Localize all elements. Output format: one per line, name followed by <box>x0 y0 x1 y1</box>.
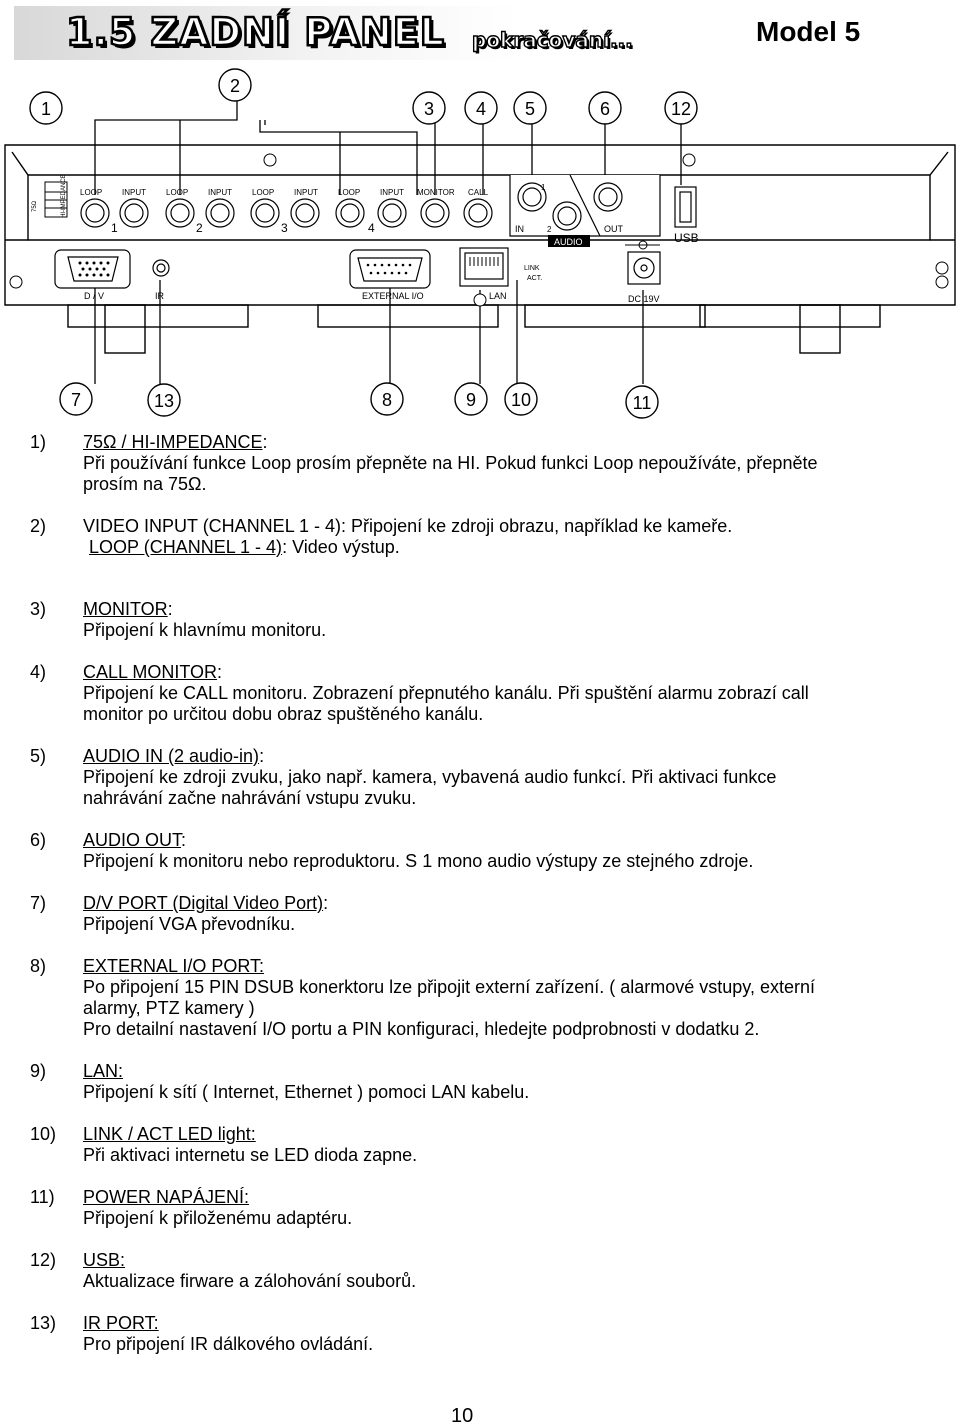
item-title: POWER NAPÁJENÍ: <box>83 1187 250 1207</box>
legend-item-13 <box>30 1313 930 1355</box>
item-number: 2) <box>30 516 47 536</box>
item-title: AUDIO IN (2 audio-in) <box>83 746 260 766</box>
item-title: D/V PORT (Digital Video Port) <box>83 893 324 913</box>
item-title: IR PORT: <box>83 1313 159 1333</box>
item-title: MONITOR <box>83 599 168 619</box>
item-number: 4) <box>30 662 47 682</box>
item-line: Připojení ke CALL monitoru. Zobrazení přepnutého kanálu. Při spuštění alarmu zobrazí call <box>83 683 809 703</box>
item-line: Pro detailní nastavení I/O portu a PIN konfiguraci, hledejte podprobnosti v dodatku 2. <box>83 1019 760 1039</box>
audio-out-label: OUT <box>604 224 623 234</box>
audio-in-label: IN <box>515 224 524 234</box>
item-title: AUDIO OUT <box>83 830 182 850</box>
item-number: 6) <box>30 830 47 850</box>
item-sub-suffix: : Video výstup. <box>282 537 400 557</box>
rear-panel-diagram <box>0 60 960 430</box>
legend-item-9 <box>30 1061 930 1103</box>
item-title: USB: <box>83 1250 126 1270</box>
item-number: 12) <box>30 1250 57 1270</box>
legend-item-11 <box>30 1187 930 1229</box>
lan-port <box>460 248 508 286</box>
item-title: 75Ω / HI-IMPEDANCE <box>83 432 263 452</box>
page-number: 10 <box>451 1405 474 1427</box>
item-title: EXTERNAL I/O PORT: <box>83 956 265 976</box>
item-line: Připojení k monitoru nebo reproduktoru. S 1 mono audio výstupy ze stejného zdroje. <box>83 851 754 871</box>
legend-item-5 <box>30 746 930 809</box>
item-suffix: : <box>181 830 187 850</box>
dc-label: DC 19V <box>628 294 660 304</box>
callout-number: 5 <box>524 99 536 119</box>
usb-port <box>675 187 696 227</box>
audio-2-label: 2 <box>547 225 552 234</box>
bnc-label: INPUT <box>294 188 318 197</box>
legend-item-7 <box>30 893 930 935</box>
item-number: 10) <box>30 1124 57 1144</box>
legend-list <box>30 432 930 1355</box>
legend-item-4 <box>30 662 930 725</box>
channel-number: 1 <box>111 221 118 235</box>
item-line: Pro připojení IR dálkového ovládání. <box>83 1334 374 1354</box>
bnc-label: LOOP <box>80 188 103 197</box>
callout-number: 11 <box>632 393 652 413</box>
page-subtitle: pokračování... <box>472 28 633 52</box>
audio-block <box>510 175 660 236</box>
item-suffix: : <box>262 432 268 452</box>
callout-circles-bottom <box>60 383 658 418</box>
callout-number: 4 <box>475 99 487 119</box>
external-io-port <box>350 250 430 288</box>
item-number: 5) <box>30 746 47 766</box>
legend-item-10 <box>30 1124 930 1166</box>
bnc-label: INPUT <box>380 188 404 197</box>
item-suffix: : Připojení ke zdroji obrazu, například ke kameře. <box>341 516 733 536</box>
callout-number: 6 <box>599 99 611 119</box>
bnc-label: LOOP <box>166 188 189 197</box>
item-line: Připojení ke zdroji zvuku, jako např. kamera, vybavená audio funkcí. Při aktivaci funkce <box>83 767 777 787</box>
item-title: CALL MONITOR <box>83 662 218 682</box>
legend-item-8 <box>30 956 930 1040</box>
item-line: Při aktivaci internetu se LED dioda zapne. <box>83 1145 418 1165</box>
act-label: ACT. <box>527 275 543 282</box>
item-number: 8) <box>30 956 47 976</box>
callout-number: 10 <box>510 390 532 410</box>
item-number: 11) <box>30 1187 55 1207</box>
item-line: Aktualizace firware a zálohování souborů. <box>83 1271 417 1291</box>
item-line: monitor po určitou dobu obraz spuštěného kanálu. <box>83 704 484 724</box>
item-number: 7) <box>30 893 47 913</box>
item-line: Připojení k přiloženému adaptéru. <box>83 1208 353 1228</box>
channel-number: 4 <box>368 221 375 235</box>
callout-number: 7 <box>70 390 82 410</box>
callout-number: 2 <box>229 76 241 96</box>
item-line: Při používání funkce Loop prosím přepněte na HI. Pokud funkci Loop nepoužíváte, přepněte <box>83 453 818 473</box>
item-line: alarmy, PTZ kamery ) <box>83 998 255 1018</box>
item-number: 3) <box>30 599 47 619</box>
item-number: 13) <box>30 1313 57 1333</box>
callout-number: 1 <box>40 99 52 119</box>
channel-number: 2 <box>196 221 203 235</box>
item-suffix: : <box>217 662 223 682</box>
item-line: nahrávání začne nahrávání vstupu zvuku. <box>83 788 417 808</box>
item-line: Po připojení 15 PIN DSUB konerktoru lze připojit externí zařízení. ( alarmové vstupy, externí <box>83 977 815 997</box>
bnc-label: LOOP <box>252 188 275 197</box>
audio-1-label: 1 <box>541 183 546 192</box>
callout-circles-top <box>30 69 697 124</box>
link-label: LINK <box>524 265 540 272</box>
callout-number: 8 <box>381 390 393 410</box>
item-line: prosím na 75Ω. <box>83 474 207 494</box>
item-title: VIDEO INPUT (CHANNEL 1 - 4) <box>83 516 342 536</box>
dc-jack <box>628 252 660 284</box>
ir-label: IR <box>155 291 164 301</box>
legend-item-1 <box>30 432 930 495</box>
bnc-label: LOOP <box>338 188 361 197</box>
usb-label: USB <box>674 231 699 245</box>
legend-item-2 <box>30 516 930 558</box>
page-title: 1.5 ZADNÍ PANEL <box>66 10 445 54</box>
item-line: Připojení k hlavnímu monitoru. <box>83 620 327 640</box>
item-title: LINK / ACT LED light: <box>83 1124 256 1144</box>
item-suffix: : <box>167 599 173 619</box>
callout-number: 13 <box>153 391 175 411</box>
item-line: Připojení k sítí ( Internet, Ethernet ) pomoci LAN kabelu. <box>83 1082 530 1102</box>
channel-number: 3 <box>281 221 288 235</box>
callout-number: 9 <box>465 390 477 410</box>
callout-number: 3 <box>423 99 435 119</box>
callout-number: 12 <box>670 99 692 119</box>
ir-port <box>153 260 169 276</box>
item-number: 9) <box>30 1061 47 1081</box>
bnc-label: INPUT <box>122 188 146 197</box>
impedance-label: HI-IMPEDANCE <box>61 174 67 218</box>
item-number: 1) <box>30 432 47 452</box>
audio-label: AUDIO <box>554 237 583 247</box>
lan-label: LAN <box>489 291 507 301</box>
polarity-icon <box>625 241 660 249</box>
impedance-value: 75Ω <box>32 200 38 212</box>
monitor-label: MONITOR <box>417 188 455 197</box>
dv-label: D / V <box>84 291 105 301</box>
item-suffix: : <box>323 893 329 913</box>
call-label: CALL <box>468 188 489 197</box>
item-suffix: : <box>259 746 265 766</box>
legend-item-6 <box>30 830 930 872</box>
bnc-label: INPUT <box>208 188 232 197</box>
leader-lines <box>95 98 681 384</box>
item-title: LAN: <box>83 1061 124 1081</box>
external-io-label: EXTERNAL I/O <box>362 291 424 301</box>
item-sub-title: LOOP (CHANNEL 1 - 4) <box>89 537 283 557</box>
model-label: Model 5 <box>756 16 861 47</box>
dv-port <box>55 250 130 288</box>
item-line: Připojení VGA převodníku. <box>83 914 296 934</box>
legend-item-3 <box>30 599 930 641</box>
legend-item-12 <box>30 1250 930 1292</box>
